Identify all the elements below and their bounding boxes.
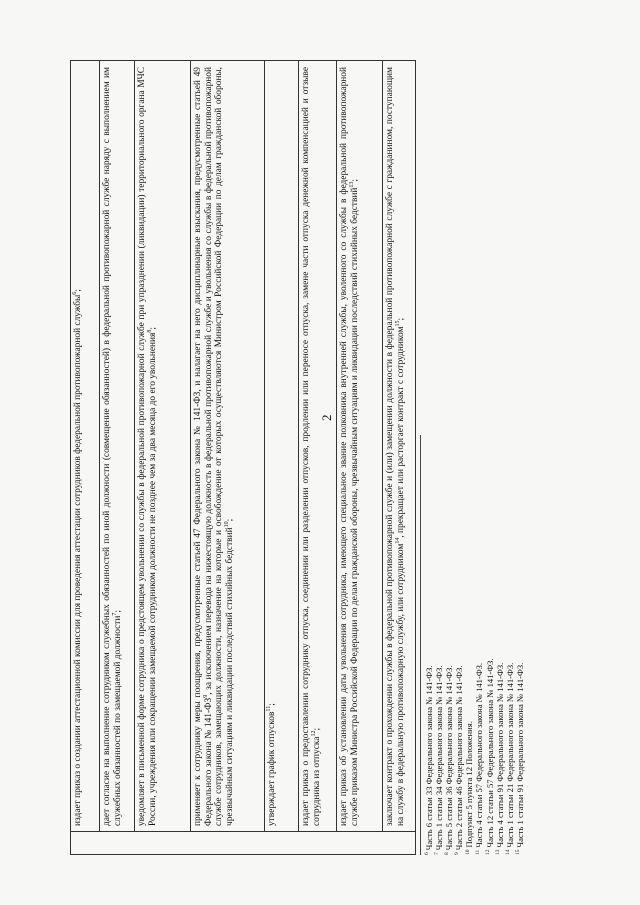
footnote-ref: 15: [394, 320, 401, 327]
row-text-cont: , прекращает или расторгает контракт с сотрудником: [395, 326, 406, 538]
footnote-number: 15: [514, 849, 521, 855]
footnote-ref: 9: [202, 694, 209, 698]
table-row: [337, 61, 383, 832]
row-punct: ;: [112, 609, 123, 613]
footnote-number: 7: [434, 852, 441, 855]
footnotes: [420, 435, 525, 855]
row-text: издает приказ об установлении даты увольнения сотрудника, имеющего специальное звание полковника внутренней службы, уволенного со службы в федеральной противопожарной службе приказом Министра Российской Федерации по делам гражданской обороны, чрезвычайным ситуациям и ликвидации последствий стихийных бедствий: [339, 67, 360, 826]
row-punct: ;: [73, 289, 83, 292]
footnote: [515, 435, 525, 855]
footnote-number: 11: [474, 849, 481, 855]
row-punct: ;: [147, 327, 158, 330]
row-punct: ;: [267, 703, 277, 706]
page-number: 2: [319, 414, 334, 421]
row-text-cont: , за исключением перевода на нижестоящую должность в федеральной противопожарной службе и увольнения со службы в федеральной противопожарной службе сотрудников, замещающих должности, назначение на которые и освобождение от которых осуществляются Министром Российской Федерации по делам гражданской обороны, чрезвычайным ситуациям и ликвидации последствий стихийных бедствий: [203, 67, 235, 826]
row-punct: ;: [311, 727, 322, 731]
table-row: [383, 61, 417, 832]
row-text: применяет к сотруднику меры поощрения, предусмотренные статьей 47 Федерального закона № 141-ФЗ, и налагает на него дисциплинарные взыскания, предусмотренные статьей 49 Федерального закона № 141-ФЗ: [193, 67, 214, 826]
footnote-ref: 7: [111, 612, 118, 616]
footnote: [474, 435, 484, 855]
footnote: [485, 435, 495, 855]
footnote-ref: 6: [71, 291, 78, 295]
footnote: [454, 435, 464, 855]
footnote: [464, 435, 474, 855]
footnote-text: Часть 6 статьи 33 Федерального закона № 141-ФЗ.: [424, 665, 434, 851]
footnote-text: Часть 12 статьи 57 Федерального закона № 141-ФЗ.: [484, 658, 495, 848]
footnote-text: Часть 2 статьи 46 Федерального закона № 141-ФЗ.: [454, 665, 465, 851]
row-punct: ;: [395, 317, 406, 321]
footnote-number: 8: [444, 852, 451, 855]
footnote-ref: 11: [265, 705, 272, 712]
footnote-ref: 12: [310, 730, 317, 737]
footnote: [444, 435, 454, 855]
row-text: уведомляет в письменной форме сотрудника о предстоящем увольнении со службы в федеральной противопожарной службе при упразднении (ликвидации) территориального органа МЧС России, учреждения или сокращении замещаемой сотрудником должности не позднее чем за два месяца до его увольнения: [137, 67, 158, 826]
footnote-number: 6: [424, 852, 431, 855]
footnote-text: Часть 4 статьи 91 Федерального закона № 141-ФЗ.: [494, 662, 505, 848]
footnote-text: Часть 1 статьи 91 Федерального закона № 141-ФЗ.: [514, 662, 525, 848]
footnote-text: Часть 1 статьи 21 Федерального закона № 141-ФЗ.: [504, 662, 515, 848]
authority-table: [70, 60, 416, 855]
footnote-number: 9: [454, 852, 461, 855]
row-text: издает приказ о предоставлении сотруднику отпуска, соединении или разделении отпусков, продлении или переносе отпуска, замене части отпуска денежной компенсацией и отзыве сотрудника из отпуска: [301, 67, 322, 826]
footnote: [434, 435, 444, 855]
row-text: заключает контракт о прохождении службы в федеральной противопожарной службе и (или) замещении должности в федеральной противопожарной службе с гражданином, поступающим на службу в федеральную противопожарную службу, или сотрудником: [385, 67, 406, 826]
footnote-text: Подпункт 5 пункта 12 Положения.: [464, 721, 475, 848]
footnote-ref: 8: [146, 329, 153, 333]
row-punct: ;: [349, 178, 360, 182]
footnote-text: Часть 5 статьи 36 Федерального закона № 141-ФЗ.: [444, 665, 455, 851]
footnote-ref: 10: [223, 521, 230, 528]
footnote-ref: 13: [348, 181, 355, 188]
table-row: [100, 61, 135, 832]
footnote: [505, 435, 515, 855]
table-row: [265, 61, 299, 832]
document-sheet: [70, 60, 525, 855]
row-punct: ;: [224, 518, 235, 522]
footnote-number: 13: [494, 849, 501, 855]
table-row: [299, 61, 337, 832]
footnote-ref: 14: [394, 537, 401, 544]
footnote-number: 10: [464, 849, 471, 855]
row-text: издает приказ о создании аттестационной комиссии для проведения аттестации сотрудников федеральной противопожарной службы: [73, 294, 83, 826]
table-row: [71, 61, 100, 832]
footnote: [495, 435, 505, 855]
row-text: утверждает график отпусков: [267, 711, 277, 826]
table-row: [135, 61, 191, 832]
footnote: [424, 435, 434, 855]
footnote-number: 14: [504, 849, 511, 855]
footnote-text: Часть 4 статьи 57 Федерального закона № 141-ФЗ.: [474, 662, 485, 848]
table-row: [191, 61, 265, 832]
footnote-number: 12: [484, 849, 491, 855]
row-text: дает согласие на выполнение сотрудником служебных обязанностей по иной должности (совмещение обязанностей) в федеральной противопожарной службе наряду с выполнением им служебных обязанностей по замещаемой должности: [102, 67, 123, 826]
footnote-text: Часть 1 статьи 34 Федерального закона № 141-ФЗ.: [434, 665, 445, 851]
